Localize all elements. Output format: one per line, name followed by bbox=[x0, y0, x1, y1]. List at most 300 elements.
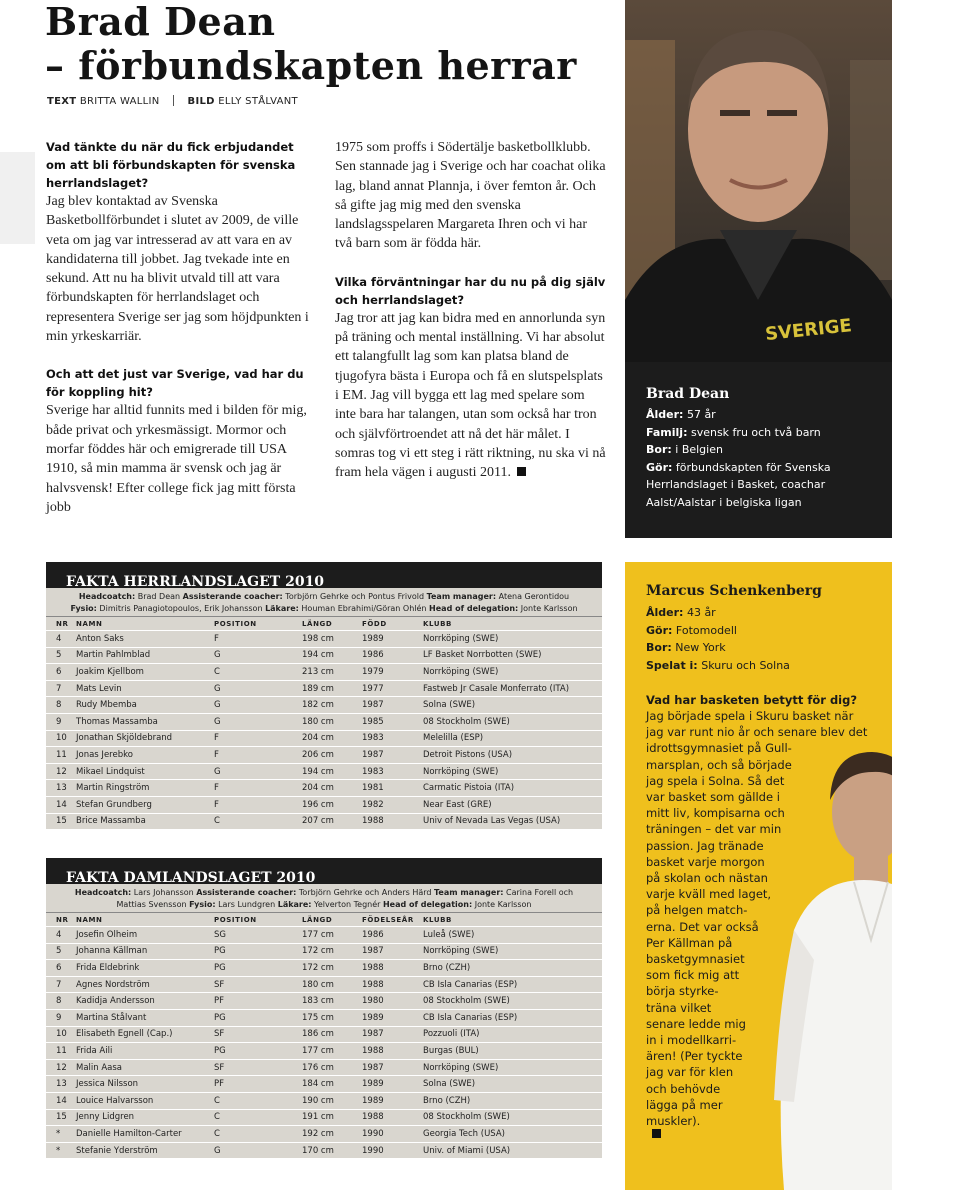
table-cell: 7 bbox=[46, 680, 76, 697]
table-cell: Martin Ringström bbox=[76, 780, 214, 797]
table-cell: Near East (GRE) bbox=[423, 796, 602, 813]
table-cell: 11 bbox=[46, 1043, 76, 1060]
table-row bbox=[46, 730, 602, 747]
table-cell: 182 cm bbox=[302, 697, 362, 714]
table-cell: 1987 bbox=[362, 747, 423, 764]
table-cell: Brno (CZH) bbox=[423, 1092, 602, 1109]
credit-label: Läkare: bbox=[277, 899, 312, 909]
table-cell: Norrköping (SWE) bbox=[423, 631, 602, 648]
herr-credits bbox=[46, 588, 602, 616]
table-cell: Anton Saks bbox=[76, 631, 214, 648]
herr-fakta-heading: FAKTA HERRLANDSLAGET 2010 bbox=[46, 562, 602, 588]
table-cell: 1977 bbox=[362, 680, 423, 697]
table-cell: 191 cm bbox=[302, 1109, 362, 1126]
table-cell: PG bbox=[214, 943, 302, 960]
table-cell: Norrköping (SWE) bbox=[423, 1059, 602, 1076]
column-header: NR bbox=[46, 913, 76, 927]
brad-fact-value: 57 år bbox=[683, 408, 716, 421]
credit-label: Head of delegation: bbox=[429, 603, 519, 613]
marcus-answer-line: basket varje morgon bbox=[646, 854, 765, 869]
table-cell: 1983 bbox=[362, 763, 423, 780]
byline-photo-label: BILD bbox=[187, 96, 215, 107]
table-cell: 1990 bbox=[362, 1142, 423, 1159]
table-row bbox=[46, 713, 602, 730]
marcus-name: Marcus Schenkenberg bbox=[646, 583, 822, 599]
brad-dean-portrait-illustration bbox=[625, 0, 892, 362]
brad-fact bbox=[646, 424, 892, 442]
title-line-1: Brad Dean bbox=[45, 0, 276, 44]
credit-line bbox=[50, 603, 598, 615]
table-row bbox=[46, 1059, 602, 1076]
table-row bbox=[46, 1126, 602, 1143]
table-row bbox=[46, 796, 602, 813]
table-cell: 9 bbox=[46, 713, 76, 730]
marcus-answer-line: och behövde bbox=[646, 1081, 721, 1096]
table-cell: 13 bbox=[46, 780, 76, 797]
brad-fact bbox=[646, 459, 892, 512]
table-cell: 08 Stockholm (SWE) bbox=[423, 1109, 602, 1126]
table-cell: 14 bbox=[46, 796, 76, 813]
table-cell: 1987 bbox=[362, 697, 423, 714]
table-cell: SF bbox=[214, 976, 302, 993]
credit-value: Atena Gerontidou bbox=[496, 592, 570, 601]
table-cell: SF bbox=[214, 1059, 302, 1076]
credit-line bbox=[50, 887, 598, 899]
table-cell: G bbox=[214, 697, 302, 714]
table-cell: 180 cm bbox=[302, 976, 362, 993]
credit-label: Assisterande coacher: bbox=[196, 888, 297, 897]
table-cell: Pozzuoli (ITA) bbox=[423, 1026, 602, 1043]
byline-text-label: TEXT bbox=[47, 96, 77, 107]
table-row bbox=[46, 927, 602, 944]
marcus-answer-line: passion. Jag tränade bbox=[646, 838, 764, 853]
table-cell: Frida Eldebrink bbox=[76, 960, 214, 977]
table-cell: Josefin Olheim bbox=[76, 927, 214, 944]
article-title bbox=[45, 0, 577, 88]
marcus-fact-value: 43 år bbox=[683, 606, 716, 619]
table-cell: 5 bbox=[46, 943, 76, 960]
brad-fact bbox=[646, 441, 892, 459]
table-cell: Danielle Hamilton-Carter bbox=[76, 1126, 214, 1143]
table-cell: 198 cm bbox=[302, 631, 362, 648]
column-header: KLUBB bbox=[423, 913, 602, 927]
marcus-answer-line: på skolan och nästan bbox=[646, 871, 768, 886]
table-cell: Melelilla (ESP) bbox=[423, 730, 602, 747]
table-cell: Norrköping (SWE) bbox=[423, 763, 602, 780]
table-cell: C bbox=[214, 1126, 302, 1143]
table-cell: SG bbox=[214, 927, 302, 944]
marcus-answer-line: muskler). bbox=[646, 1113, 891, 1138]
table-cell: F bbox=[214, 796, 302, 813]
marcus-answer-line: lägga på mer bbox=[646, 1097, 723, 1112]
table-row bbox=[46, 647, 602, 664]
table-cell: 204 cm bbox=[302, 780, 362, 797]
byline-author: BRITTA WALLIN bbox=[79, 96, 160, 107]
table-cell: F bbox=[214, 747, 302, 764]
marcus-photo bbox=[740, 740, 892, 1190]
table-cell: C bbox=[214, 664, 302, 681]
table-cell: 4 bbox=[46, 631, 76, 648]
column-header: FÖDD bbox=[362, 617, 423, 631]
dam-credits bbox=[46, 884, 602, 912]
table-cell: 177 cm bbox=[302, 1043, 362, 1060]
marcus-answer-line: in i modellkarri- bbox=[646, 1033, 737, 1048]
table-cell: 6 bbox=[46, 960, 76, 977]
table-cell: 1988 bbox=[362, 976, 423, 993]
table-cell: Jonathan Skjöldebrand bbox=[76, 730, 214, 747]
end-of-article-mark bbox=[652, 1129, 661, 1138]
interview-question: Vilka förväntningar har du nu på dig själv och herrlandslaget? bbox=[335, 274, 606, 307]
credit-label: Läkare: bbox=[265, 603, 299, 613]
credit-value: Jonte Karlsson bbox=[518, 603, 578, 613]
dam-roster-table bbox=[46, 912, 602, 1159]
table-cell: Johanna Källman bbox=[76, 943, 214, 960]
table-cell: PG bbox=[214, 1043, 302, 1060]
marcus-fact-label: Ålder: bbox=[646, 606, 684, 619]
marcus-fact-label: Gör: bbox=[646, 623, 673, 637]
table-cell: 176 cm bbox=[302, 1059, 362, 1076]
table-cell: 172 cm bbox=[302, 960, 362, 977]
marcus-answer-line: senare ledde mig bbox=[646, 1016, 746, 1031]
table-cell: 1990 bbox=[362, 1126, 423, 1143]
table-cell: * bbox=[46, 1126, 76, 1143]
marcus-fact bbox=[646, 657, 790, 675]
interview-question: Och att det just var Sverige, vad har du för koppling hit? bbox=[46, 367, 304, 400]
table-cell: G bbox=[214, 763, 302, 780]
brad-fact-label: Ålder: bbox=[646, 408, 684, 421]
table-cell: 194 cm bbox=[302, 647, 362, 664]
credit-value: Carina Forell och bbox=[503, 888, 574, 897]
brad-fact bbox=[646, 406, 892, 424]
marcus-answer-line: idrottsgymnasiet på Gull- bbox=[646, 741, 792, 756]
table-row bbox=[46, 813, 602, 830]
table-cell: 4 bbox=[46, 927, 76, 944]
brad-box-name: Brad Dean bbox=[646, 386, 730, 402]
page-edge-tab bbox=[0, 152, 35, 244]
dam-table-body bbox=[46, 927, 602, 1159]
marcus-answer-line: som fick mig att bbox=[646, 968, 740, 983]
table-cell: F bbox=[214, 631, 302, 648]
table-cell: C bbox=[214, 1092, 302, 1109]
table-cell: 14 bbox=[46, 1092, 76, 1109]
table-cell: 5 bbox=[46, 647, 76, 664]
table-cell: Louice Halvarsson bbox=[76, 1092, 214, 1109]
table-cell: 192 cm bbox=[302, 1126, 362, 1143]
table-cell: 1988 bbox=[362, 1043, 423, 1060]
interview-column-1 bbox=[46, 138, 316, 517]
marcus-fact bbox=[646, 622, 790, 640]
table-cell: Martina Stålvant bbox=[76, 1009, 214, 1026]
herr-roster-table bbox=[46, 616, 602, 830]
brad-fact-label: Gör: bbox=[646, 460, 673, 474]
credit-value: Houman Ebrahimi/Göran Ohlén bbox=[298, 603, 430, 613]
table-cell: 8 bbox=[46, 697, 76, 714]
table-cell: 15 bbox=[46, 813, 76, 830]
table-row bbox=[46, 763, 602, 780]
marcus-answer-line: jag var för klen bbox=[646, 1065, 734, 1080]
table-cell: 1979 bbox=[362, 664, 423, 681]
table-cell: 11 bbox=[46, 747, 76, 764]
credit-value: Dimitris Panagiotopoulos, Erik Johansson bbox=[96, 603, 266, 613]
table-cell: CB Isla Canarias (ESP) bbox=[423, 1009, 602, 1026]
brad-fact-value: förbundskapten för Svenska Herrlandslaget i Basket, coachar Aalst/Aalstar i belgiska ligan bbox=[646, 460, 831, 509]
table-cell: 207 cm bbox=[302, 813, 362, 830]
paragraph-gap bbox=[46, 346, 316, 365]
title-line-2: – förbundskapten herrar bbox=[45, 43, 577, 88]
column-header: POSITION bbox=[214, 913, 302, 927]
table-row bbox=[46, 1076, 602, 1093]
table-cell: 1986 bbox=[362, 647, 423, 664]
table-cell: 1982 bbox=[362, 796, 423, 813]
marcus-answer-line: Per Källman på bbox=[646, 935, 733, 950]
credit-line bbox=[50, 591, 598, 603]
brad-fact-label: Bor: bbox=[646, 443, 672, 456]
table-cell: 213 cm bbox=[302, 664, 362, 681]
marcus-fact-label: Bor: bbox=[646, 641, 672, 654]
marcus-answer-line: jag spela i Solna. Så det bbox=[646, 773, 785, 788]
table-cell: Joakim Kjellbom bbox=[76, 664, 214, 681]
table-cell: 1983 bbox=[362, 730, 423, 747]
table-cell: 1989 bbox=[362, 1092, 423, 1109]
byline-divider bbox=[173, 95, 174, 106]
table-cell: 10 bbox=[46, 730, 76, 747]
brad-dean-fact-box bbox=[625, 362, 892, 538]
table-cell: Thomas Massamba bbox=[76, 713, 214, 730]
table-cell: Fastweb Jr Casale Monferrato (ITA) bbox=[423, 680, 602, 697]
dam-table-header bbox=[46, 913, 602, 927]
table-cell: 206 cm bbox=[302, 747, 362, 764]
table-cell: 184 cm bbox=[302, 1076, 362, 1093]
table-row bbox=[46, 993, 602, 1010]
credit-value: Lars Lundgren bbox=[215, 899, 278, 909]
credit-value: Yelverton Tegnér bbox=[311, 899, 383, 909]
credit-label: Team manager: bbox=[426, 592, 497, 601]
table-cell: F bbox=[214, 730, 302, 747]
table-row bbox=[46, 680, 602, 697]
table-cell: Mats Levin bbox=[76, 680, 214, 697]
table-cell: Georgia Tech (USA) bbox=[423, 1126, 602, 1143]
byline-photographer: ELLY STÅLVANT bbox=[218, 96, 298, 107]
table-cell: SF bbox=[214, 1026, 302, 1043]
brad-fact-value: i Belgien bbox=[671, 443, 723, 456]
table-cell: Elisabeth Egnell (Cap.) bbox=[76, 1026, 214, 1043]
credit-value: Jonte Karlsson bbox=[472, 899, 532, 909]
column-header: LÄNGD bbox=[302, 913, 362, 927]
table-cell: Mikael Lindquist bbox=[76, 763, 214, 780]
table-cell: Carmatic Pistoia (ITA) bbox=[423, 780, 602, 797]
table-row bbox=[46, 1092, 602, 1109]
table-row bbox=[46, 976, 602, 993]
table-cell: 170 cm bbox=[302, 1142, 362, 1159]
table-cell: * bbox=[46, 1142, 76, 1159]
table-cell: 6 bbox=[46, 664, 76, 681]
credit-value: Lars Johansson bbox=[131, 888, 197, 897]
interview-answer: Jag tror att jag kan bidra med en annorlunda syn på träning och mental inställning. Vi har absolut ett talangfullt lag som kan platsa bland de tjugofyra bästa i Europa och få en slutspelsplats i EM. Jag vill bygga ett lag med spelare som inte bara har talangen, utan som också har tron och självförtroendet att nå det här målet. I somras tog vi ett steg i rätt riktning, nu ska vi nå fram hela vägen i augusti 2011. bbox=[335, 310, 606, 481]
table-cell: 1987 bbox=[362, 1059, 423, 1076]
column-header: NR bbox=[46, 617, 76, 631]
table-cell: 186 cm bbox=[302, 1026, 362, 1043]
table-row bbox=[46, 1043, 602, 1060]
table-cell: 08 Stockholm (SWE) bbox=[423, 993, 602, 1010]
herr-table-header bbox=[46, 617, 602, 631]
table-cell: Martin Pahlmblad bbox=[76, 647, 214, 664]
table-cell: 1980 bbox=[362, 993, 423, 1010]
marcus-answer-line: på helgen match- bbox=[646, 903, 748, 918]
table-cell: 1988 bbox=[362, 1109, 423, 1126]
marcus-answer-line: träna vilket bbox=[646, 1000, 712, 1015]
table-cell: 177 cm bbox=[302, 927, 362, 944]
table-cell: Solna (SWE) bbox=[423, 1076, 602, 1093]
table-cell: 189 cm bbox=[302, 680, 362, 697]
table-cell: Burgas (BUL) bbox=[423, 1043, 602, 1060]
table-cell: CB Isla Canarias (ESP) bbox=[423, 976, 602, 993]
table-cell: PF bbox=[214, 993, 302, 1010]
marcus-facts bbox=[646, 604, 790, 674]
interview-column-2 bbox=[335, 138, 607, 482]
table-cell: Frida Aili bbox=[76, 1043, 214, 1060]
table-cell: 7 bbox=[46, 976, 76, 993]
marcus-answer-line: varje kväll med laget, bbox=[646, 887, 772, 902]
table-cell: 1988 bbox=[362, 813, 423, 830]
marcus-question: Vad har basketen betytt för dig? bbox=[646, 693, 858, 707]
table-cell: 1981 bbox=[362, 780, 423, 797]
column-header: LÄNGD bbox=[302, 617, 362, 631]
marcus-answer-line: basketgymnasiet bbox=[646, 952, 745, 967]
table-cell: 175 cm bbox=[302, 1009, 362, 1026]
table-cell: 8 bbox=[46, 993, 76, 1010]
credit-label: Fysio: bbox=[189, 899, 216, 909]
marcus-fact-value: Fotomodell bbox=[672, 623, 737, 637]
interview-answer: Sverige har alltid funnits med i bilden för mig, både privat och yrkesmässigt. Mormor och morfar föddes här och emigrerade till USA 1910, så min mamma är svensk och jag är halvsvensk! Efter college fick jag mitt första jobb bbox=[46, 403, 307, 515]
table-cell: Luleå (SWE) bbox=[423, 927, 602, 944]
table-cell: Solna (SWE) bbox=[423, 697, 602, 714]
marcus-fact bbox=[646, 639, 790, 657]
table-cell: 1988 bbox=[362, 960, 423, 977]
table-cell: PG bbox=[214, 960, 302, 977]
marcus-schenkenberg-box bbox=[625, 562, 892, 1190]
interview-question: Vad tänkte du när du fick erbjudandet om att bli förbundskapten för svenska herrlandslaget? bbox=[46, 140, 296, 190]
dam-fakta-heading: FAKTA DAMLANDSLAGET 2010 bbox=[46, 858, 602, 884]
table-row bbox=[46, 1109, 602, 1126]
table-cell: G bbox=[214, 713, 302, 730]
table-cell: Malin Aasa bbox=[76, 1059, 214, 1076]
table-row bbox=[46, 664, 602, 681]
table-cell: 1985 bbox=[362, 713, 423, 730]
credit-value: Torbjörn Gehrke och Pontus Frivold bbox=[282, 592, 427, 601]
column-header: FÖDELSEÅR bbox=[362, 913, 423, 927]
table-cell: Norrköping (SWE) bbox=[423, 943, 602, 960]
dam-fakta-box bbox=[46, 884, 602, 1159]
marcus-answer-line: träningen – det var min bbox=[646, 822, 782, 837]
marcus-fact bbox=[646, 604, 790, 622]
marcus-answer-line: marsplan, och så började bbox=[646, 757, 792, 772]
end-of-article-mark bbox=[517, 467, 526, 476]
table-cell: Brice Massamba bbox=[76, 813, 214, 830]
column-header: POSITION bbox=[214, 617, 302, 631]
table-cell: 1987 bbox=[362, 943, 423, 960]
table-cell: Kadidja Andersson bbox=[76, 993, 214, 1010]
table-cell: 180 cm bbox=[302, 713, 362, 730]
marcus-answer-line: jag var runt nio år och senare blev det bbox=[646, 725, 868, 740]
column-header: NAMN bbox=[76, 617, 214, 631]
table-cell: 196 cm bbox=[302, 796, 362, 813]
marcus-answer-line: mitt liv, kompisarna och bbox=[646, 806, 785, 821]
table-cell: C bbox=[214, 1109, 302, 1126]
table-cell: Brno (CZH) bbox=[423, 960, 602, 977]
table-row bbox=[46, 943, 602, 960]
table-row bbox=[46, 1026, 602, 1043]
table-cell: 08 Stockholm (SWE) bbox=[423, 713, 602, 730]
credit-label: Head of delegation: bbox=[382, 899, 473, 909]
credit-line bbox=[50, 899, 598, 911]
table-row bbox=[46, 697, 602, 714]
table-cell: 1989 bbox=[362, 1076, 423, 1093]
table-cell: 1989 bbox=[362, 1009, 423, 1026]
herr-table-body bbox=[46, 631, 602, 830]
table-cell: G bbox=[214, 680, 302, 697]
table-cell: G bbox=[214, 1142, 302, 1159]
table-cell: 15 bbox=[46, 1109, 76, 1126]
marcus-fact-value: Skuru och Solna bbox=[697, 658, 790, 672]
credit-value: Torbjörn Gehrke och Anders Härd bbox=[296, 888, 434, 897]
credit-label: Headcoatch: bbox=[78, 592, 136, 601]
table-cell: 13 bbox=[46, 1076, 76, 1093]
paragraph-gap bbox=[335, 254, 607, 273]
table-cell: G bbox=[214, 647, 302, 664]
table-cell: Jonas Jerebko bbox=[76, 747, 214, 764]
herr-fakta-box bbox=[46, 588, 602, 830]
table-cell: 10 bbox=[46, 1026, 76, 1043]
table-cell: Agnes Nordström bbox=[76, 976, 214, 993]
table-cell: Jenny Lidgren bbox=[76, 1109, 214, 1126]
table-cell: 12 bbox=[46, 1059, 76, 1076]
marcus-answer-line: ären! (Per tyckte bbox=[646, 1049, 743, 1064]
table-cell: Jessica Nilsson bbox=[76, 1076, 214, 1093]
table-cell: Norrköping (SWE) bbox=[423, 664, 602, 681]
brad-dean-photo bbox=[625, 0, 892, 362]
table-cell: Stefanie Yderström bbox=[76, 1142, 214, 1159]
table-cell: C bbox=[214, 813, 302, 830]
credit-label: Fysio: bbox=[70, 603, 97, 613]
table-row bbox=[46, 960, 602, 977]
table-cell: 9 bbox=[46, 1009, 76, 1026]
table-cell: Univ of Nevada Las Vegas (USA) bbox=[423, 813, 602, 830]
interview-answer: 1975 som proffs i Södertälje basketbollklubb. Sen stannade jag i Sverige och har coachat olika lag, bland annat Plannja, i över femton år. Och så gifte jag mig med den svenska landslagsspelaren Margareta Ihren och vi har två barn som är födda här. bbox=[335, 140, 606, 252]
interview-answer: Jag blev kontaktad av Svenska Basketbollförbundet i slutet av 2009, de ville veta om jag var intresserad av att vara en av kandidaterna till jobbet. Jag tvekade inte en sekund. Att nu ha blivit utvald till att vara förbundskapten för herrlandslaget och representera Sverige ser jag som höjdpunkten i min yrkeskarriär. bbox=[46, 194, 309, 345]
table-cell: F bbox=[214, 780, 302, 797]
column-header: NAMN bbox=[76, 913, 214, 927]
brad-fact-label: Familj: bbox=[646, 425, 688, 439]
brad-fact-value: svensk fru och två barn bbox=[687, 425, 821, 439]
credit-label: Assisterande coacher: bbox=[182, 592, 283, 601]
credit-label: Team manager: bbox=[434, 888, 504, 897]
table-cell: Stefan Grundberg bbox=[76, 796, 214, 813]
table-row bbox=[46, 631, 602, 648]
column-header: KLUBB bbox=[423, 617, 602, 631]
table-cell: 1986 bbox=[362, 927, 423, 944]
marcus-answer-line: Jag började spela i Skuru basket när bbox=[646, 709, 854, 723]
table-cell: 1989 bbox=[362, 631, 423, 648]
table-cell: 190 cm bbox=[302, 1092, 362, 1109]
table-row bbox=[46, 1142, 602, 1159]
credit-value: Brad Dean bbox=[135, 592, 183, 601]
table-cell: PG bbox=[214, 1009, 302, 1026]
table-cell: PF bbox=[214, 1076, 302, 1093]
credit-label: Headcoatch: bbox=[74, 888, 132, 897]
marcus-fact-label: Spelat i: bbox=[646, 658, 698, 672]
brad-box-facts bbox=[646, 406, 892, 511]
table-cell: 204 cm bbox=[302, 730, 362, 747]
